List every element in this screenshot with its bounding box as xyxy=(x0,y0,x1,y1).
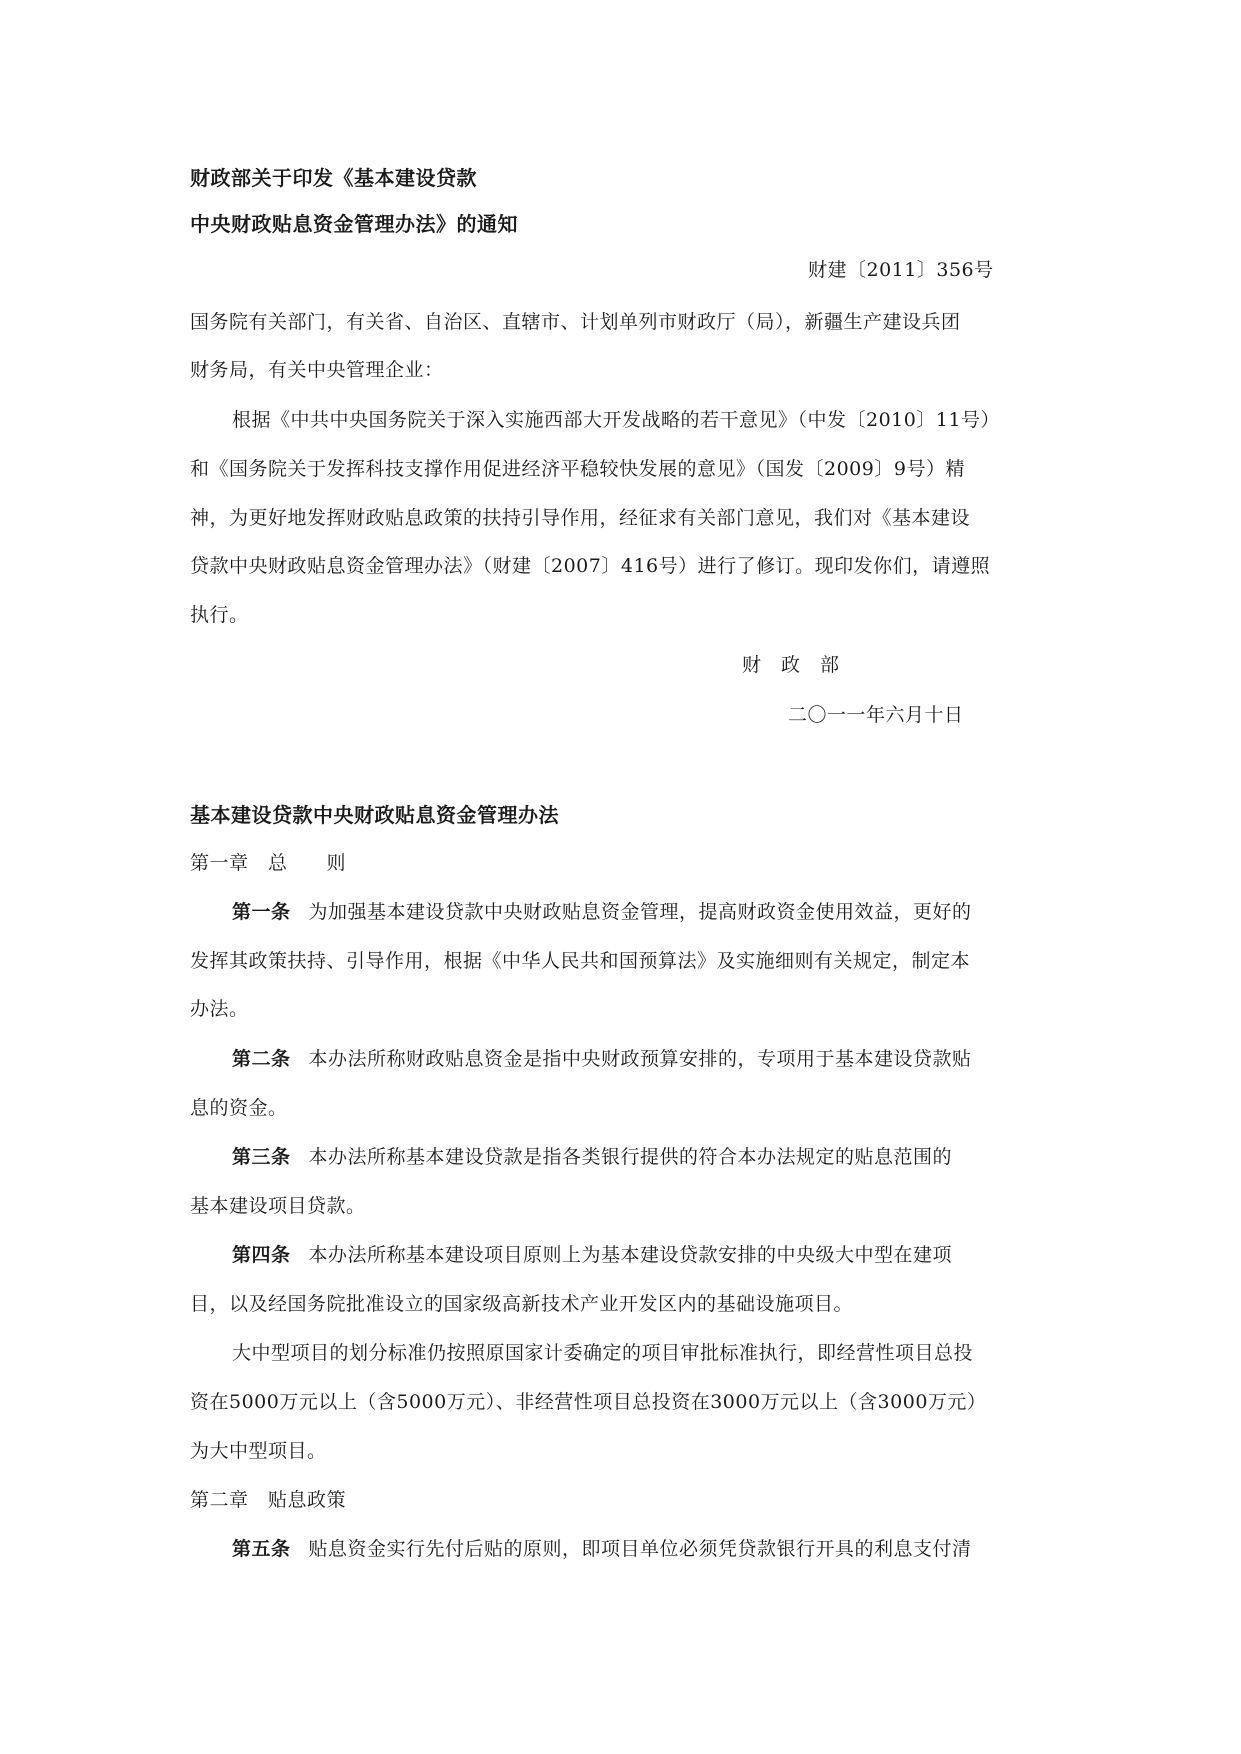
article-1-line-2: 发挥其政策扶持、引导作用，根据《中华人民共和国预算法》及实施细则有关规定，制定本 xyxy=(190,950,971,972)
article-4-text: 本办法所称基本建设项目原则上为基本建设贷款安排的中央级大中型在建项 xyxy=(308,1244,953,1266)
paragraph-line-2: 资在5000万元以上（含5000万元）、非经营性项目总投资在3000万元以上（含3000万元） xyxy=(190,1391,987,1413)
notice-body-line-5: 执行。 xyxy=(190,604,249,626)
article-4-line-2: 目，以及经国务院批准设立的国家级高新技术产业开发区内的基础设施项目。 xyxy=(190,1293,854,1315)
chapter-1-heading: 第一章 总 则 xyxy=(190,852,347,874)
article-2-text: 本办法所称财政贴息资金是指中央财政预算安排的，专项用于基本建设贷款贴 xyxy=(308,1048,972,1070)
regulation-title: 基本建设贷款中央财政贴息资金管理办法 xyxy=(190,803,559,827)
notice-title-line-2: 中央财政贴息资金管理办法》的通知 xyxy=(190,212,518,236)
addressee-line-1: 国务院有关部门，有关省、自治区、直辖市、计划单列市财政厅（局），新疆生产建设兵团 xyxy=(190,311,961,333)
article-3-text: 本办法所称基本建设贷款是指各类银行提供的符合本办法规定的贴息范围的 xyxy=(308,1146,953,1168)
chapter-2-heading: 第二章 贴息政策 xyxy=(190,1489,347,1511)
article-2-line-2: 息的资金。 xyxy=(190,1097,288,1119)
issue-date: 二〇一一年六月十日 xyxy=(788,704,964,726)
article-1-text: 为加强基本建设贷款中央财政贴息资金管理，提高财政资金使用效益，更好的 xyxy=(308,901,972,923)
notice-title-line-1: 财政部关于印发《基本建设贷款 xyxy=(190,166,477,190)
article-5-text: 贴息资金实行先付后贴的原则，即项目单位必须凭贷款银行开具的利息支付清 xyxy=(308,1538,972,1560)
article-4-line-1 xyxy=(232,1243,952,1267)
article-3-label: 第三条 xyxy=(232,1146,291,1168)
article-1-line-1 xyxy=(232,900,972,924)
signer: 财 政 部 xyxy=(742,654,840,676)
article-5-line-1 xyxy=(232,1537,972,1561)
article-3-line-1 xyxy=(232,1145,952,1169)
article-2-line-1 xyxy=(232,1047,972,1071)
article-1-label: 第一条 xyxy=(232,901,291,923)
notice-body-line-3: 神，为更好地发挥财政贴息政策的扶持引导作用，经征求有关部门意见，我们对《基本建设 xyxy=(190,507,971,529)
paragraph-line-3: 为大中型项目。 xyxy=(190,1440,327,1462)
notice-body-line-1: 根据《中共中央国务院关于深入实施西部大开发战略的若干意见》（中发〔2010〕11号） xyxy=(232,409,1001,431)
document-number: 财建〔2011〕356号 xyxy=(808,259,994,281)
article-2-label: 第二条 xyxy=(232,1048,291,1070)
paragraph-line-1: 大中型项目的划分标准仍按照原国家计委确定的项目审批标准执行，即经营性项目总投 xyxy=(232,1342,974,1364)
article-1-line-3: 办法。 xyxy=(190,998,249,1020)
notice-body-line-4: 贷款中央财政贴息资金管理办法》（财建〔2007〕416号）进行了修订。现印发你们，请遵照 xyxy=(190,555,991,577)
notice-body-line-2: 和《国务院关于发挥科技支撑作用促进经济平稳较快发展的意见》（国发〔2009〕9号）精 xyxy=(190,458,965,480)
addressee-line-2: 财务局，有关中央管理企业： xyxy=(190,359,444,381)
article-3-line-2: 基本建设项目贷款。 xyxy=(190,1195,366,1217)
article-5-label: 第五条 xyxy=(232,1538,291,1560)
article-4-label: 第四条 xyxy=(232,1244,291,1266)
